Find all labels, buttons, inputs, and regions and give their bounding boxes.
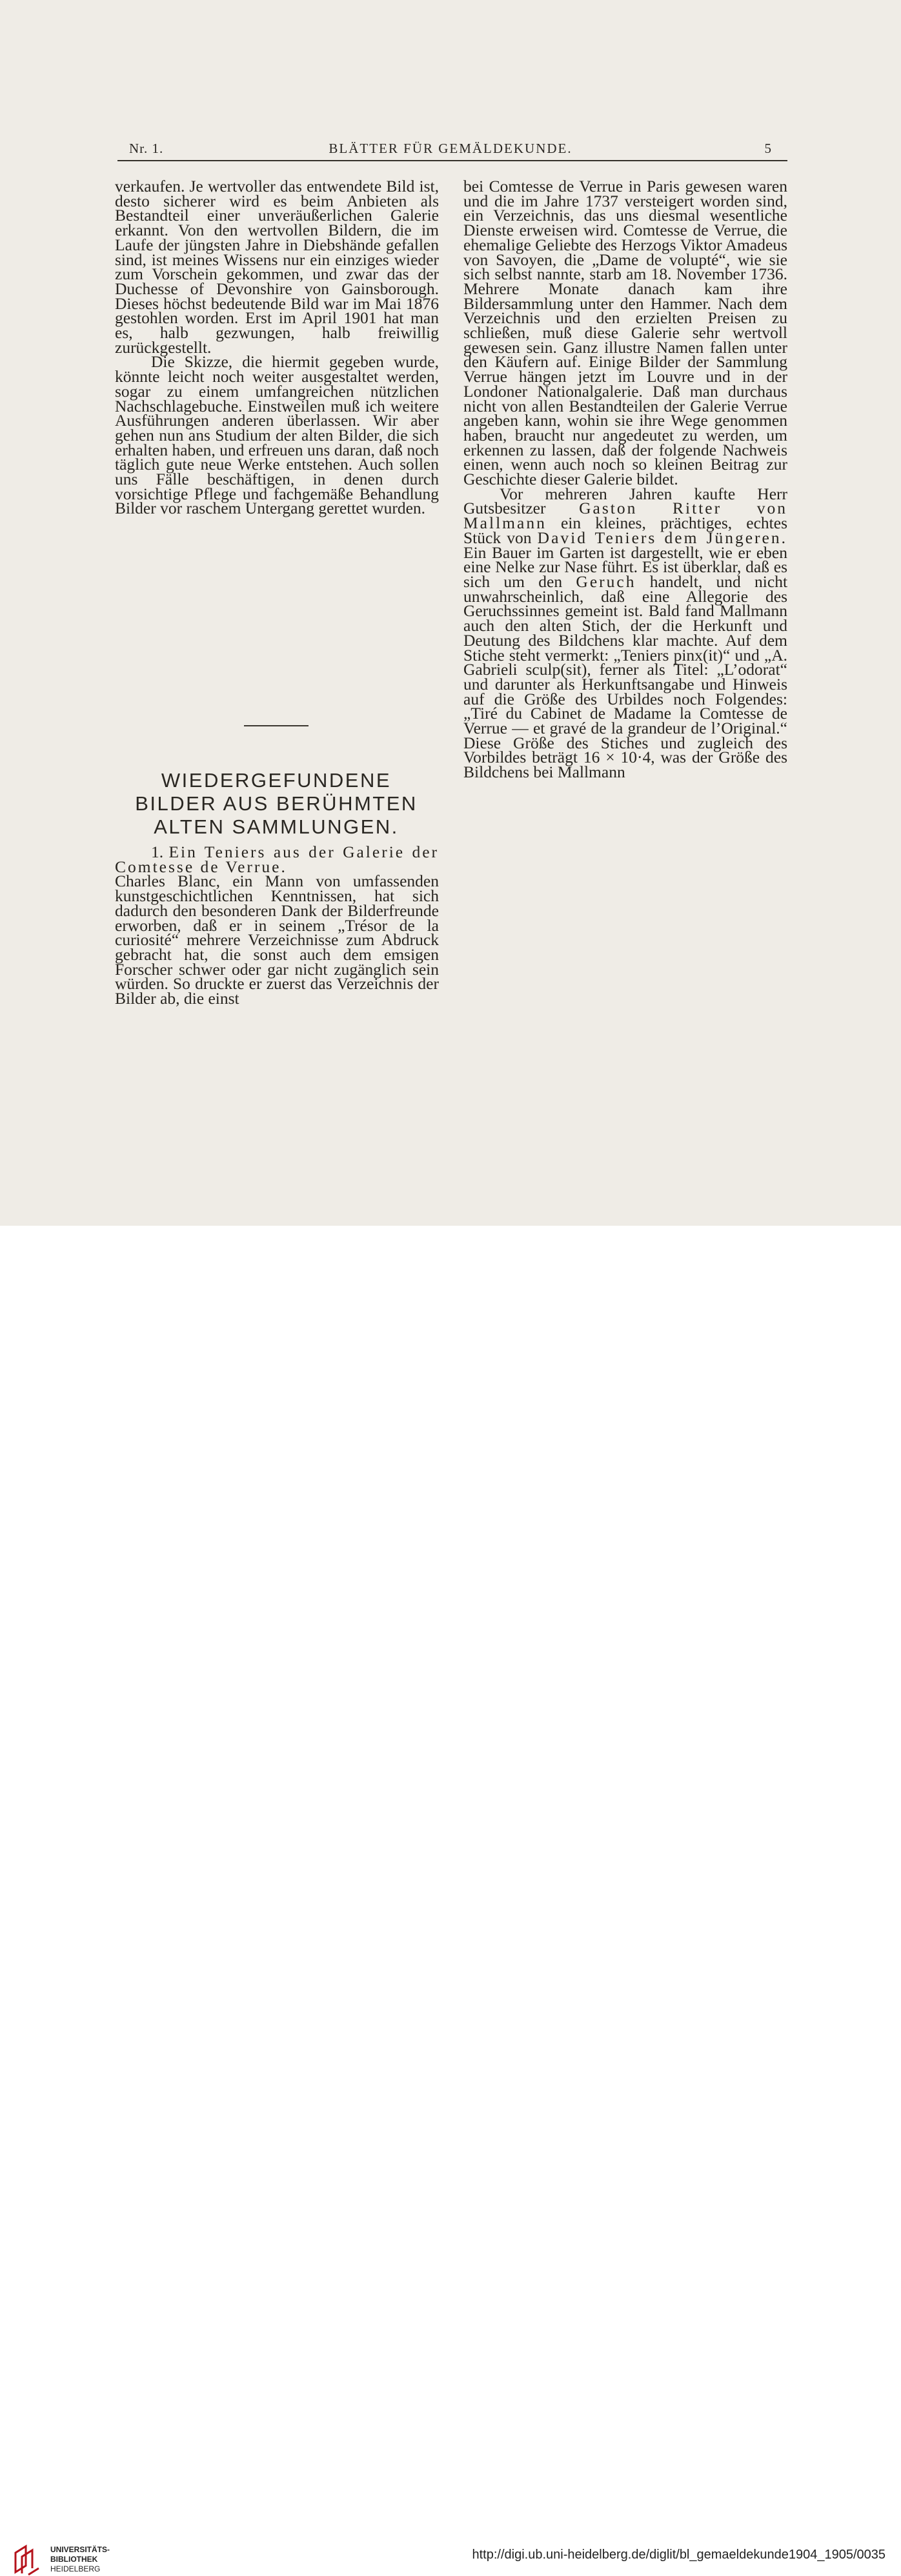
para2-end: handelt, und nicht unwahrscheinlich, daß eine Allegorie des Geruchssinnes gemeint ist. Bald fand Mallmann auch den alten Stich, der die Herkunft und Deutung des Bildchens klar machte. Auf dem Stiche steht vermerkt: „Teniers pinx(it)“ und „A. Gabrieli sculp(sit), ferner als Titel: „L’odorat“ und darunter als Herkunftsangabe und Hinweis auf die Größe des Urbildes noch Folgendes: „Tiré du Cabinet de Madame la Comtesse de Verrue — et gravé de la grandeur de l’Original.“ Diese Größe des Stiches und zugleich des Vorbildes beträgt 16 × 10·4, was der Größe des Bildchens bei Mallmann: [463, 572, 788, 782]
section-divider: [244, 725, 309, 726]
section-heading: [115, 845, 439, 874]
library-name: [50, 2545, 110, 2574]
page-number: 5: [764, 141, 772, 156]
painter-name: David Teniers dem Jüngeren.: [537, 528, 787, 547]
owner-name: Gaston Ritter von Mallmann: [463, 499, 787, 533]
running-head: [116, 141, 785, 163]
left-paragraph-1: verkaufen. Je wertvoller das entwendete Bild ist, desto sicherer wird es beim Anbieten als Bestandteil einer unveräußerlichen Galerie erkannt. Von den wertvollen Bildern, die im Laufe der jüngsten Jahre in Diebshände gefallen sind, ist meines Wissens nur ein einziges wieder zum Vorschein gekommen, und zwar das der Duchesse of Devonshire von Gainsborough. Dieses höchst bedeutende Bild war im Mai 1876 gestohlen worden. Erst im April 1901 hat man es, halb gezwungen, halb freiwillig zurückgestellt.: [115, 177, 439, 357]
issue-number: Nr. 1.: [129, 141, 164, 156]
library-logo-icon: [12, 2544, 44, 2576]
library-line-1: UNIVERSITÄTS-: [50, 2545, 110, 2554]
left-column: [115, 179, 439, 516]
geruch-word: Geruch: [576, 572, 636, 591]
journal-title: BLÄTTER FÜR GEMÄLDEKUNDE.: [329, 141, 572, 156]
library-line-3: HEIDELBERG: [50, 2564, 101, 2573]
section-number: 1.: [151, 843, 164, 861]
header-rule: [117, 160, 787, 161]
para2-mid-2: Ein Bauer im Garten ist dargestellt, wie er eben eine Nelke zur Nase führt. Es ist überklar, daß es sich um den: [463, 543, 787, 591]
section-title: Ein Teniers aus der Galerie der Comtesse de Verrue.: [115, 843, 440, 876]
para2-start: Vor mehreren Jahren kaufte Herr Gutsbesitzer: [463, 484, 787, 518]
right-paragraph-1: bei Comtesse de Verrue in Paris gewesen waren und die im Jahre 1737 versteigert worden sind, ein Verzeichnis, das uns diesmal wesentliche Dienste erweisen wird. Comtesse de Verrue, die ehemalige Geliebte des Herzogs Viktor Amadeus von Savoyen, die „Dame de volupté“, wie sie sich selbst nannte, starb am 18. November 1736. Mehrere Monate danach kam ihre Bildersammlung unter den Hammer. Nach dem Verzeichnis und den erzielten Preisen zu schließen, muß diese Galerie sehr wertvoll gewesen sein. Ganz illustre Namen fallen unter den Käufern auf. Einige Bilder der Sammlung Verrue hängen jetzt im Louvre und in der Londoner Nationalgalerie. Daß man durchaus nicht von allen Bestandteilen der Galerie Verrue angeben kann, wohin sie ihre Wege genommen haben, braucht nur angedeutet zu werden, um erkennen zu lassen, daß der folgende Nachweis einen, wenn auch noch so kleinen Beitrag zur Geschichte dieser Galerie bildet.: [463, 177, 787, 489]
paper-sheet: [0, 0, 901, 1226]
library-line-2: BIBLIOTHEK: [50, 2555, 98, 2564]
article-paragraph-1: Charles Blanc, ein Mann von umfassenden kunstgeschichtlichen Kenntnissen, hat sich dadurch den besonderen Dank der Bilderfreunde erworben, daß er in seinem „Trésor de la curiosité“ mehrere Verzeichnisse zum Abdruck gebracht hat, die sonst auch dem emsigen Forscher schwer oder gar nicht zugänglich sein würden. So druckte er zuerst das Verzeichnis der Bilder ab, die einst: [115, 872, 439, 1008]
right-column: [463, 179, 787, 780]
heading-line-1: WIEDERGEFUNDENE: [161, 769, 392, 792]
left-paragraph-2: Die Skizze, die hiermit gegeben wurde, könnte leicht noch weiter ausgestaltet werden, sogar zu einem umfangreichen nützlichen Nachschlagebuche. Einstweilen muß ich weitere Ausführungen anderen überlassen. Wir aber gehen nun ans Studium der alten Bilder, die sich erhalten haben, und erfreuen uns daran, daß noch täglich gute neue Werke entstehen. Auch sollen uns Fälle beschäftigen, in denen durch vorsichtige Pflege und fachgemäße Behandlung Bilder vor raschem Untergang gerettet wurden.: [115, 352, 439, 518]
article-body-left: [115, 845, 439, 1006]
para2-mid-1: ein kleines, prächtiges, echtes Stück von: [463, 514, 788, 547]
right-paragraph-2: [463, 484, 788, 782]
source-url-link[interactable]: http://digi.ub.uni-heidelberg.de/diglit/bl_gemaeldekunde1904_1905/0035: [472, 2548, 886, 2562]
article-heading: [111, 769, 441, 839]
heading-line-3: ALTEN SAMMLUNGEN.: [154, 815, 399, 838]
heading-line-2: BILDER AUS BERÜHMTEN: [135, 792, 418, 815]
digitization-footer: [0, 1226, 901, 2573]
